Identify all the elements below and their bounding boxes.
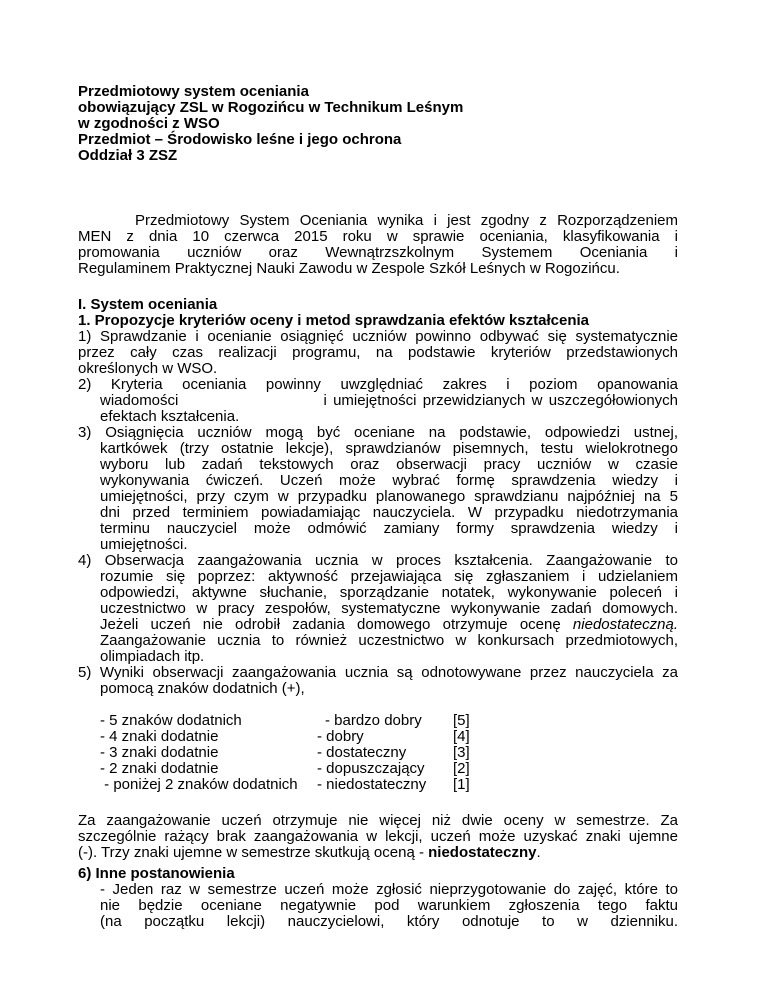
section-subtitle: 1. Propozycje kryteriów oceny i metod sprawdzania efektów kształcenia [78, 312, 590, 329]
scale-number: [4] [453, 728, 470, 745]
scale-signs: - 2 znaki dodatnie [100, 760, 219, 777]
scale-signs: - 3 znaki dodatnie [100, 744, 219, 761]
section-6-line: (na początku lekcji) nauczycielowi, który odnotuje to w dzienniku. [100, 913, 678, 930]
paragraph-5-line: pomocą znaków dodatnich (+), [100, 680, 305, 697]
scale-signs: - poniżej 2 znaków dodatnich [100, 776, 298, 793]
intro-line: Regulaminem Praktycznej Nauki Zawodu w Zespole Szkół Leśnych w Rogozińcu. [78, 260, 620, 277]
scale-number: [2] [453, 760, 470, 777]
section-6-line: nie będzie oceniane negatywnie pod warunkiem zgłoszenia tego faktu [100, 897, 678, 914]
paragraph-4-line: 4) Obserwacja zaangażowania ucznia w proces kształcenia. Zaangażowanie to [78, 552, 678, 569]
intro-line: promowania uczniów oraz Wewnątrzszkolnym Systemem Oceniania i [78, 244, 678, 261]
section-title: I. System oceniania [78, 296, 218, 313]
emphasis-niedostateczny: niedostateczny [428, 844, 537, 861]
paragraph-4-line: uczestnictwo w pracy zespołów, systematyczne wykonywanie zadań domowych. [100, 600, 678, 617]
paragraph-5-line: 5) Wyniki obserwacji zaangażowania ucznia są odnotowywane przez nauczyciela za [78, 664, 678, 681]
engagement-paragraph [78, 813, 678, 861]
scale-grade: - niedostateczny [317, 776, 427, 793]
paragraph-3-line: dni przed terminiem powiadamiając nauczyciela. W przypadku niedotrzymania [100, 504, 678, 521]
paragraph-4-line: olimpiadach itp. [100, 648, 205, 665]
header-line-1: Przedmiotowy system oceniania [78, 83, 309, 100]
paragraph-1-line: przez cały czas realizacji programu, na podstawie kryteriów przedstawionych [78, 344, 678, 361]
engagement-period: . [536, 844, 541, 861]
paragraph-3-line: umiejętności, przy czym w przypadku planowanego sprawdzianu najpóźniej na 5 [100, 488, 678, 505]
scale-grade: - dostateczny [317, 744, 407, 761]
scale-signs: - 5 znaków dodatnich [100, 712, 242, 729]
scale-number: [3] [453, 744, 470, 761]
paragraph-2-line: efektach kształcenia. [100, 408, 240, 425]
intro-line: Przedmiotowy System Oceniania wynika i jest zgodny z Rozporządzeniem [135, 212, 678, 229]
paragraph-3-line: kartkówek (trzy ostatnie lekcje), sprawdzianów pisemnych, testu wielokrotnego [100, 440, 678, 457]
paragraph-4-text: Jeżeli uczeń nie odrobił zadania domowego otrzymuje ocenę [100, 616, 573, 633]
paragraph-2-line: 2) Kryteria oceniania powinny uwzględniać zakres i poziom opanowania [78, 376, 678, 393]
scale-number: [5] [453, 712, 470, 729]
emphasis-niedostateczna: niedostateczną. [572, 616, 678, 633]
paragraph-3-line: wyboru lub zadań tekstowych oraz obserwacji pracy uczniów w czasie [100, 456, 678, 473]
engagement-line: Za zaangażowanie uczeń otrzymuje nie więcej niż dwie oceny w semestrze. Za [78, 812, 678, 829]
paragraph-1-line: określonych w WSO. [78, 360, 218, 377]
scale-grade: - dopuszczający [317, 760, 425, 777]
intro-line: MEN z dnia 10 czerwca 2015 roku w sprawie oceniania, klasyfikowania i [78, 228, 678, 245]
header-line-5: Oddział 3 ZSZ [78, 147, 178, 164]
paragraph-4-line: Zaangażowanie ucznia to również uczestnictwo w konkursach przedmiotowych, [100, 632, 678, 649]
scale-signs: - 4 znaki dodatnie [100, 728, 219, 745]
paragraph-1-line: 1) Sprawdzanie i ocenianie osiągnięć uczniów powinno odbywać się systematycznie [78, 328, 678, 345]
document-header [78, 84, 678, 164]
engagement-line: szczególnie rażący brak zaangażowania w lekcji, uczeń może uzyskać znaki ujemne [78, 828, 678, 845]
header-line-4: Przedmiot – Środowisko leśne i jego ochrona [78, 131, 402, 148]
paragraph-3-line: umiejętności. [100, 536, 188, 553]
paragraph-4-line: odpowiedzi, aktywne słuchanie, sporządzanie notatek, wykonywanie poleceń i [100, 584, 678, 601]
header-line-3: w zgodności z WSO [78, 115, 220, 132]
header-line-2: obowiązujący ZSL w Rogozińcu w Technikum Leśnym [78, 99, 464, 116]
paragraph-4-line: rozumie się poprzez: aktywność przejawiająca się zgłaszaniem i udzielaniem [100, 568, 678, 585]
scale-number: [1] [453, 776, 470, 793]
paragraph-4-line [78, 617, 678, 633]
scale-grade: - bardzo dobry [325, 712, 422, 729]
engagement-text: (-). Trzy znaki ujemne w semestrze skutkują oceną - [78, 844, 429, 861]
section-6 [78, 866, 678, 930]
section-6-line: - Jeden raz w semestrze uczeń może zgłosić nieprzygotowanie do zajęć, które to [100, 881, 678, 898]
intro-paragraph [78, 213, 678, 277]
paragraph-2-line: wiadomości i umiejętności przewidzianych w uszczegółowionych [100, 392, 678, 409]
engagement-line [78, 845, 678, 861]
scale-grade: - dobry [317, 728, 364, 745]
paragraph-3-line: wykonywania ćwiczeń. Uczeń może wybrać formę sprawdzenia wiedzy i [100, 472, 678, 489]
paragraph-3-line: 3) Osiągnięcia uczniów mogą być oceniane na podstawie, odpowiedzi ustnej, [78, 424, 678, 441]
section-1 [78, 297, 678, 697]
section-6-title: 6) Inne postanowienia [78, 865, 235, 882]
paragraph-3-line: terminu nauczyciel może odmówić zamiany formy sprawdzenia wiedzy i [100, 520, 678, 537]
